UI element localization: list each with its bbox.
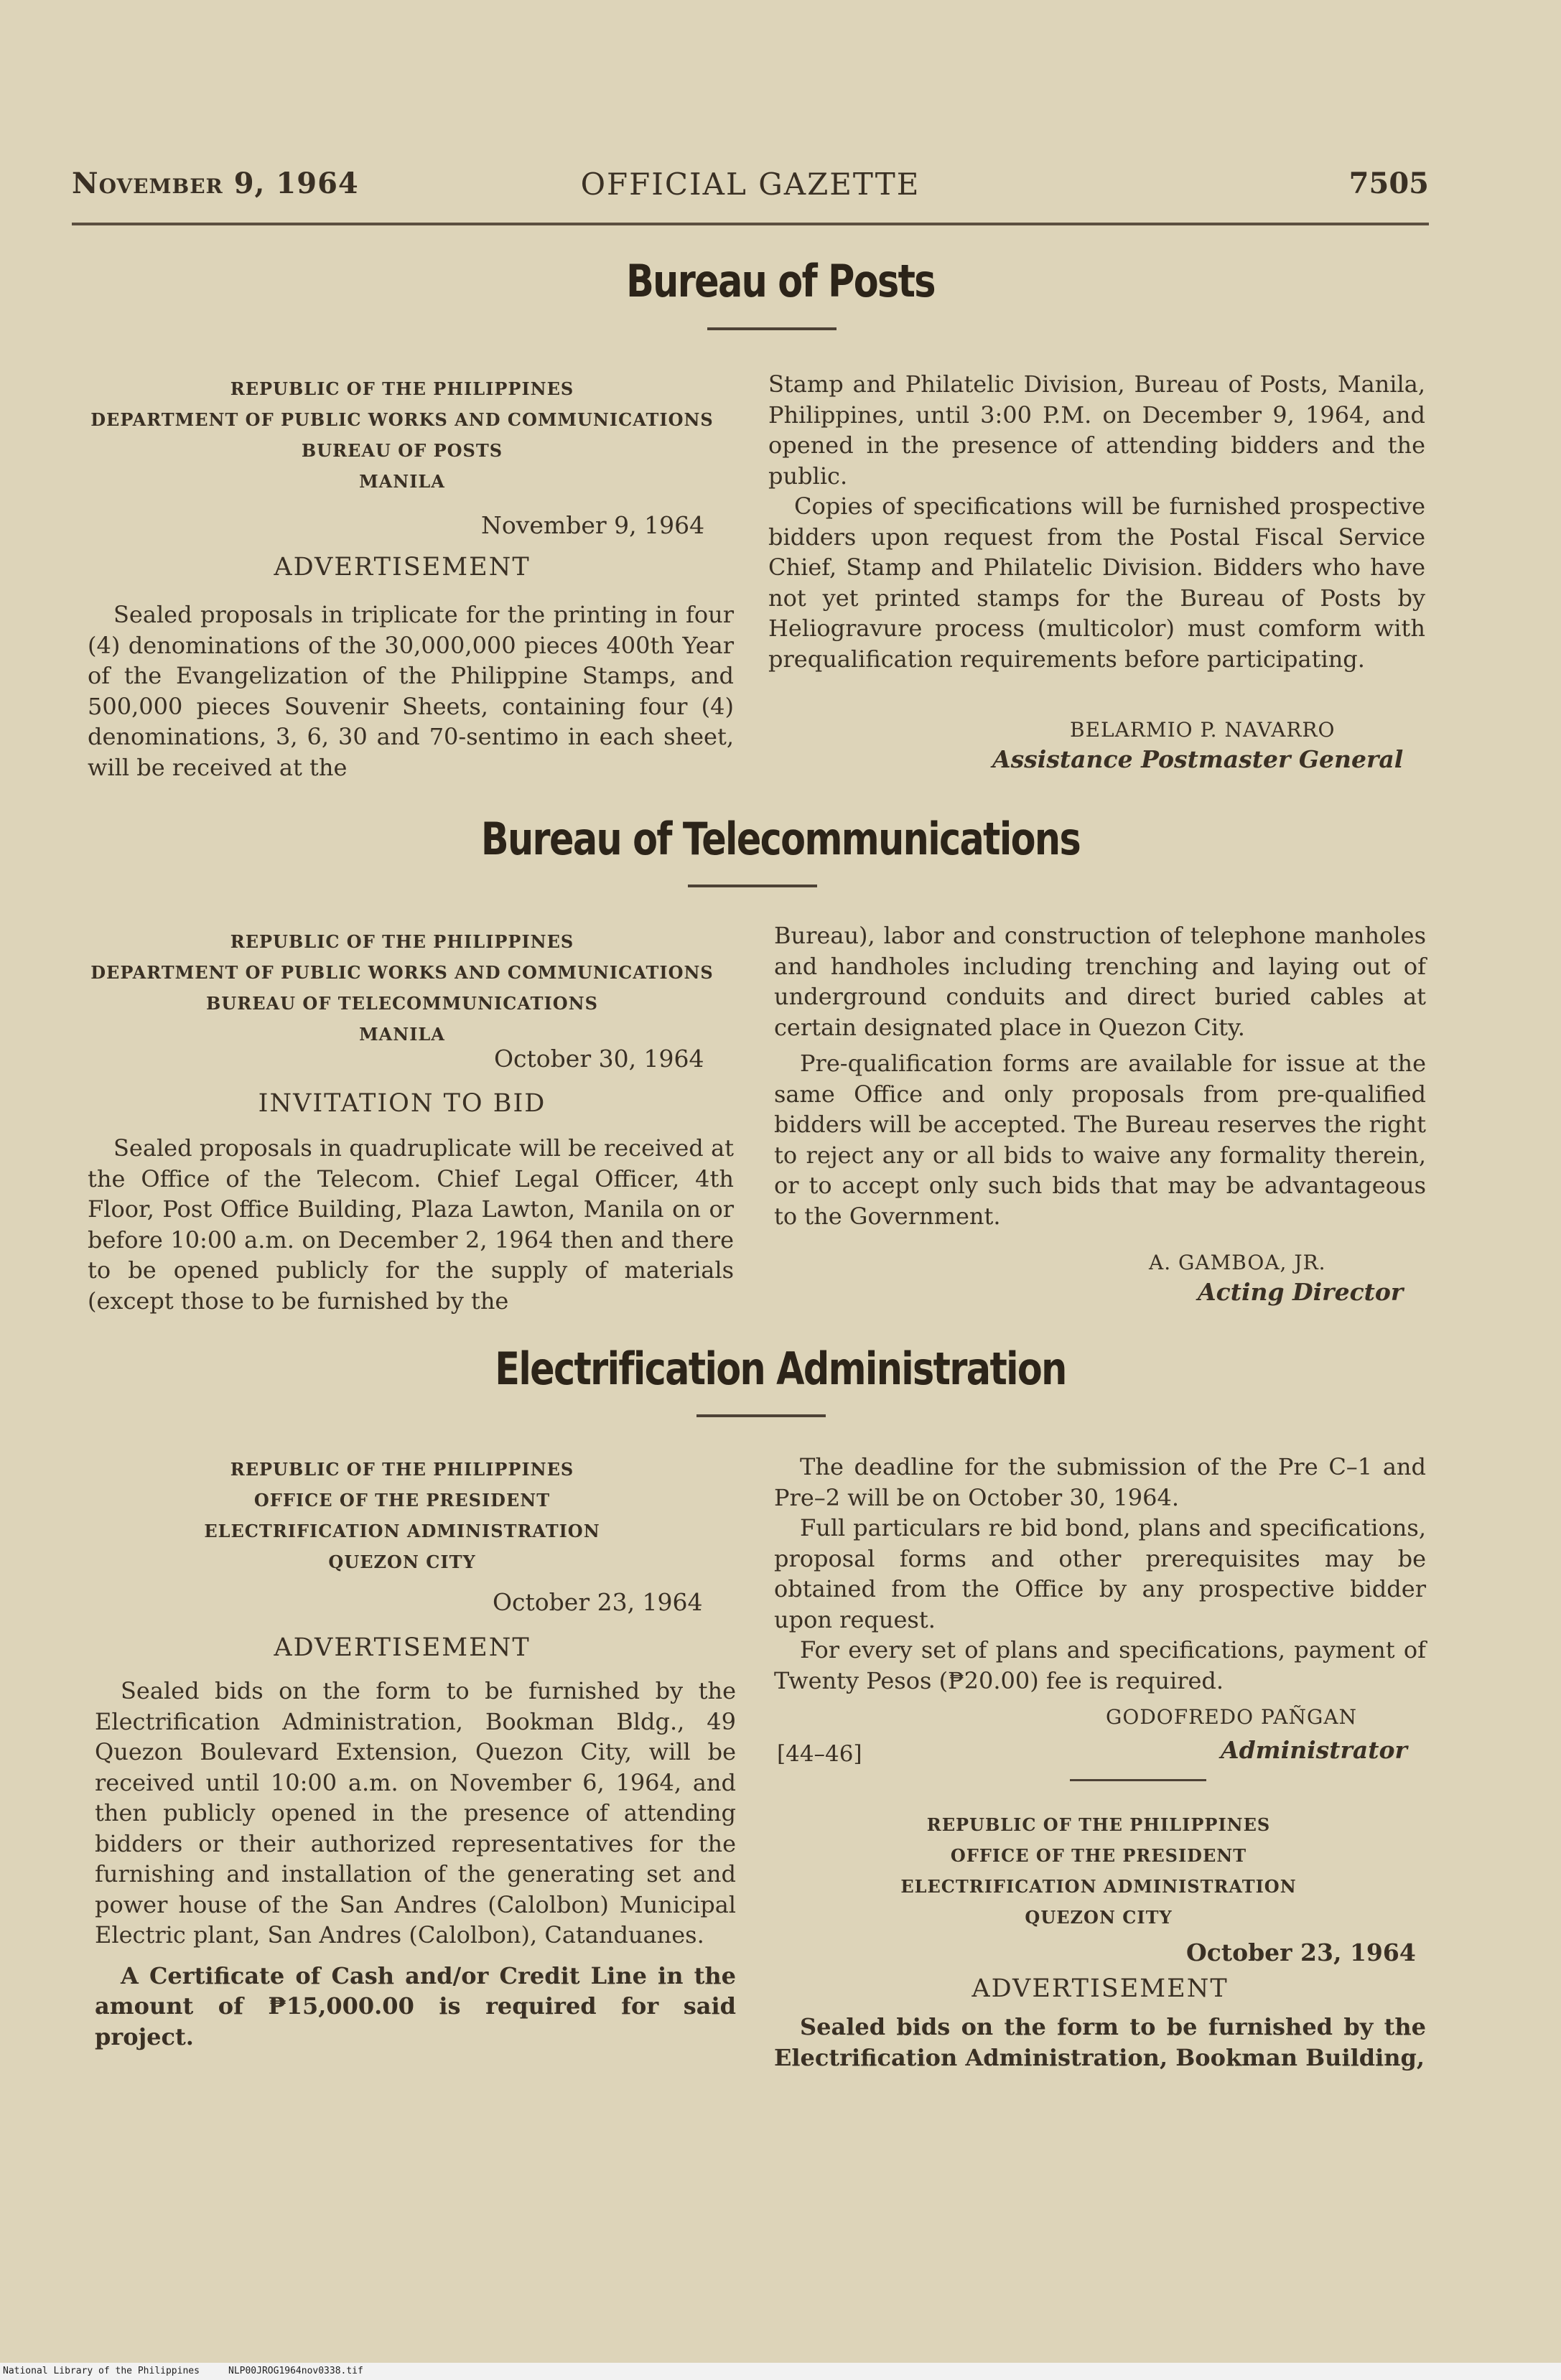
heading-line: REPUBLIC OF THE PHILIPPINES [230,378,574,399]
section-title-electrification-administration: Electrification Administration [495,1343,1066,1395]
notice-body-left [88,1133,734,1316]
paragraph: The deadline for the submission of the Pre C–1 and Pre–2 will be on October 30, 1964. [774,1453,1426,1511]
notice-title: ADVERTISEMENT [274,1633,531,1662]
running-head [72,167,1429,210]
section-rule [707,327,837,330]
signatory-title: Assistance Postmaster General [992,745,1404,773]
heading-line: MANILA [359,471,445,492]
heading-line: QUEZON CITY [328,1551,476,1572]
paragraph: Copies of specifications will be furnished prospective bidders upon request from the Postal Fiscal Service Chief, Stamp and Philatelic Division. Bidders who have not yet printed stamps for the Bureau of Posts by Heliogravure process (multicolor) must comform with prequalification requirements before participating. [768,493,1425,673]
paragraph: Sealed proposals in quadruplicate will be received at the Office of the Telecom. Chief Legal Officer, 4th Floor, Post Office Building, Plaza Lawton, Manila on or before 10:00 a.m. on December 2, 1964 then and there to be opened publicly for the supply of materials (except those to be furnished by the [88,1134,734,1315]
paragraph: Sealed bids on the form to be furnished by the Electrification Administration, Bookman Bldg., 49 Quezon Boulevard Extension, Quezon City, will be received until 10:00 a.m. on November 6, 1964, and then publicly opened in the presence of attending bidders or their authorized representatives for the furnishing and installation of the generating set and power house of the San Andres (Calolbon) Municipal Electric plant, San Andres (Calolbon), Catanduanes. [95,1677,736,1949]
signatory-title: Acting Director [1198,1278,1404,1306]
notice-title: ADVERTISEMENT [971,1974,1229,2003]
footer-library: National Library of the Philippines [3,2366,200,2376]
notice-separator-rule [1070,1779,1206,1781]
signatory-name: BELARMIO P. NAVARRO [1070,718,1336,742]
section-title-bureau-of-telecommunications: Bureau of Telecommunications [480,813,1081,865]
scan-footer [0,2363,1561,2380]
header-date: November 9, 1964 [72,167,359,200]
header-rule [72,223,1429,225]
paragraph: Pre-qualification forms are available for issue at the same Office and only proposals from pre-qualified bidders will be accepted. The Bureau reserves the right to reject any or all bids to waive any formality therein, or to accept only such bids that may be advantageous to the Government. [774,1050,1426,1230]
paragraph: A Certificate of Cash and/or Credit Line in the amount of ₱15,000.00 is required for said project. [95,1961,736,2050]
signatory-name: GODOFREDO PAÑGAN [1106,1705,1358,1729]
notice-body-right [774,920,1426,1231]
notice-date: October 23, 1964 [1186,1938,1416,1966]
notice-body-right [774,1452,1426,1696]
paragraph: Bureau), labor and construction of telephone manholes and handholes including trenching and laying out of underground conduits and direct buried cables at certain designated place in Quezon City. [774,922,1426,1041]
heading-line: OFFICE OF THE PRESIDENT [950,1845,1247,1866]
issue-reference: [44–46] [777,1741,862,1767]
notice-title: ADVERTISEMENT [274,553,531,582]
agency-heading [804,1809,1393,1933]
heading-line: OFFICE OF THE PRESIDENT [253,1490,551,1511]
heading-line: DEPARTMENT OF PUBLIC WORKS AND COMMUNICATIONS [90,962,714,983]
heading-line: REPUBLIC OF THE PHILIPPINES [230,1459,574,1480]
heading-line: QUEZON CITY [1025,1907,1173,1928]
paragraph: Stamp and Philatelic Division, Bureau of Posts, Manila, Philippines, until 3:00 P.M. on December 9, 1964, and opened in the presence of attending bidders and the public. [768,370,1425,490]
notice-body-left [88,599,734,783]
agency-heading [72,1454,732,1577]
notice-date: October 23, 1964 [493,1588,703,1616]
agency-heading [72,373,732,497]
heading-line: ELECTRIFICATION ADMINISTRATION [204,1521,600,1541]
paragraph: Full particulars re bid bond, plans and specifications, proposal forms and other prerequisites may be obtained from the Office by any prospective bidder upon request. [774,1514,1426,1633]
signatory-title: Administrator [1221,1736,1407,1764]
notice-date: November 9, 1964 [481,511,705,539]
section-rule [688,885,817,887]
header-title: OFFICIAL GAZETTE [580,167,921,202]
heading-line: ELECTRIFICATION ADMINISTRATION [900,1876,1297,1897]
paragraph: Sealed proposals in triplicate for the printing in four (4) denominations of the 30,000,000 pieces 400th Year of the Evangelization of the Philippine Stamps, and 500,000 pieces Souvenir Sheets, containing four (4) denominations, 3, 6, 30 and 70-sentimo in each sheet, will be received at the [88,601,734,781]
paragraph: Sealed bids on the form to be furnished by the Electrification Administration, Bookman Building, [774,2013,1426,2071]
heading-line: REPUBLIC OF THE PHILIPPINES [230,931,574,952]
heading-line: REPUBLIC OF THE PHILIPPINES [926,1814,1271,1835]
notice-date: October 30, 1964 [494,1045,704,1073]
paragraph: For every set of plans and specifications, payment of Twenty Pesos (₱20.00) fee is required. [774,1636,1426,1694]
heading-line: BUREAU OF TELECOMMUNICATIONS [206,993,598,1014]
notice-body-right [774,2012,1426,2073]
section-rule [696,1414,826,1417]
notice-body-right [768,369,1425,674]
page-number: 7505 [1348,167,1429,200]
heading-line: DEPARTMENT OF PUBLIC WORKS AND COMMUNICATIONS [90,409,714,430]
heading-line: MANILA [359,1024,445,1045]
agency-heading [72,926,732,1050]
notice-title: INVITATION TO BID [258,1089,546,1118]
signatory-name: A. GAMBOA, JR. [1149,1251,1326,1274]
section-title-bureau-of-posts: Bureau of Posts [626,255,935,307]
footer-file: NLP00JROG1964nov0338.tif [228,2366,363,2376]
heading-line: BUREAU OF POSTS [301,440,503,461]
notice-body-left [95,1676,736,2052]
